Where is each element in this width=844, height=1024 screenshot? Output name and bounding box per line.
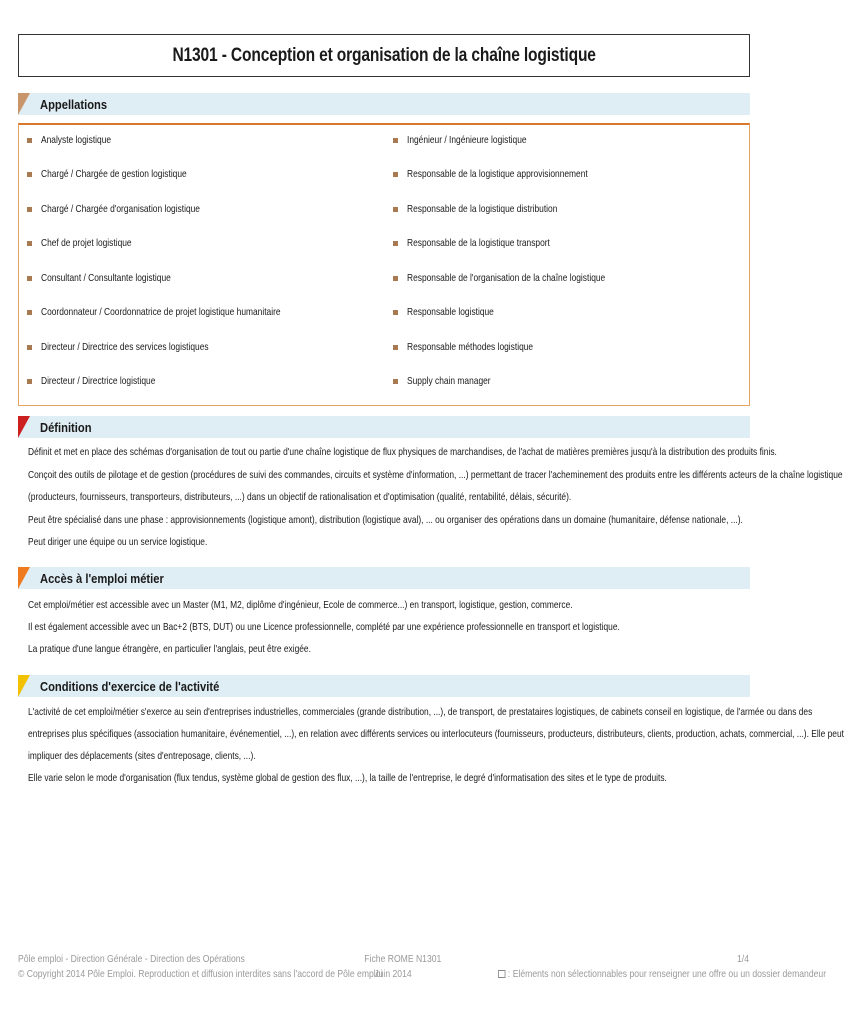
- list-item: Responsable méthodes logistique: [393, 340, 565, 354]
- bullet-icon: [393, 138, 398, 143]
- flag-icon: [18, 567, 30, 589]
- keyboard-icon: [498, 970, 505, 978]
- appellations-box: [18, 123, 750, 406]
- paragraph-line: Définit et met en place des schémas d'organisation de tout ou partie d'une chaîne logistique de flux physiques de marchandises, de l'achat de matières premières jusqu'à la distribution des produits finis.: [28, 446, 777, 458]
- section-header-conditions: [18, 675, 750, 697]
- page-title: N1301 - Conception et organisation de la chaîne logistique: [172, 44, 596, 66]
- footer-org: Pôle emploi - Direction Générale - Direction des Opérations: [18, 953, 245, 965]
- footer-copyright: © Copyright 2014 Pôle Emploi. Reproduction et diffusion interdites sans l'accord de Pôle emploi: [18, 968, 383, 980]
- paragraph-line: L'activité de cet emploi/métier s'exerce au sein d'entreprises industrielles, commerciales (grande distribution, ...), de transport, de prestataires logistiques, de cabinets conseil en logistique, de l'armée ou dans des: [28, 706, 813, 718]
- bullet-icon: [27, 379, 32, 384]
- section-title: Appellations: [40, 96, 108, 112]
- bullet-icon: [393, 310, 398, 315]
- list-item: Chargé / Chargée d'organisation logistique: [27, 202, 240, 216]
- list-item: Chargé / Chargée de gestion logistique: [27, 167, 223, 181]
- paragraph-line: impliquer des déplacements (sites d'entreposage, clients, ...).: [28, 750, 256, 762]
- bullet-icon: [393, 345, 398, 350]
- bullet-icon: [27, 345, 32, 350]
- footer-note: : Eléments non sélectionnables pour renseigner une offre ou un dossier demandeur: [498, 967, 749, 982]
- bullet-icon: [393, 379, 398, 384]
- section-header-definition: [18, 416, 750, 438]
- paragraph-line: Il est également accessible avec un Bac+2 (BTS, DUT) ou une Licence professionnelle, complété par une expérience professionnelle en transport et logistique.: [28, 621, 620, 633]
- section-header-acces: [18, 567, 750, 589]
- footer-right: [443, 952, 827, 982]
- list-item: Responsable de l'organisation de la chaîne logistique: [393, 271, 655, 285]
- list-item: Supply chain manager: [393, 374, 511, 388]
- section-title: Accès à l'emploi métier: [40, 570, 164, 586]
- bullet-icon: [393, 207, 398, 212]
- bullet-icon: [27, 276, 32, 281]
- section-title: Définition: [40, 419, 92, 435]
- flag-icon: [18, 675, 30, 697]
- list-item: Directeur / Directrice logistique: [27, 374, 184, 388]
- bullet-icon: [27, 138, 32, 143]
- section-header-appellations: [18, 93, 750, 115]
- footer-middle: [358, 952, 442, 982]
- paragraph-line: (producteurs, fournisseurs, transporteurs, distributeurs, ...) dans un objectif de rationalisation et d'optimisation (qualité, rentabilité, délais, sécurité).: [28, 491, 572, 503]
- list-item: Directeur / Directrice des services logistiques: [27, 340, 251, 354]
- list-item: Coordonnateur / Coordonnatrice de projet logistique humanitaire: [27, 305, 340, 319]
- list-item: Analyste logistique: [27, 133, 129, 147]
- paragraph-line: Elle varie selon le mode d'organisation (flux tendus, système global de gestion des flux, ...), la taille de l'entreprise, le degré d'informatisation des sites et le type de produits.: [28, 772, 667, 784]
- list-item: Chef de projet logistique: [27, 236, 154, 250]
- list-item: Responsable de la logistique approvisionnement: [393, 167, 633, 181]
- bullet-icon: [393, 241, 398, 246]
- bullet-icon: [393, 276, 398, 281]
- bullet-icon: [27, 207, 32, 212]
- section-title: Conditions d'exercice de l'activité: [40, 678, 220, 694]
- list-item: Ingénieur / Ingénieure logistique: [393, 133, 556, 147]
- flag-icon: [18, 93, 30, 115]
- paragraph-line: La pratique d'une langue étrangère, en particulier l'anglais, peut être exigée.: [28, 643, 311, 655]
- paragraph-line: Peut être spécialisé dans une phase : approvisionnements (logistique amont), distribution (logistique aval), ... ou organiser des opérations dans un domaine (humanitaire, défense nationale, ...).: [28, 514, 743, 526]
- paragraph-line: Cet emploi/métier est accessible avec un Master (M1, M2, diplôme d'ingénieur, Ecole de commerce...) en transport, logistique, gestion, commerce.: [28, 599, 573, 611]
- list-item: Consultant / Consultante logistique: [27, 271, 203, 285]
- page-number: 1/4: [737, 953, 749, 965]
- bullet-icon: [27, 241, 32, 246]
- bullet-icon: [393, 172, 398, 177]
- bullet-icon: [27, 310, 32, 315]
- footer-date: Juin 2014: [374, 968, 412, 980]
- bullet-icon: [27, 172, 32, 177]
- list-item: Responsable de la logistique distribution: [393, 202, 595, 216]
- paragraph-line: Peut diriger une équipe ou un service logistique.: [28, 536, 208, 548]
- flag-icon: [18, 416, 30, 438]
- footer-fiche: Fiche ROME N1301: [364, 953, 442, 965]
- paragraph-line: entreprises plus spécifiques (association humanitaire, événementiel, ...), en relation avec différents services ou interlocuteurs (fournisseurs, producteurs, distributeurs, clients, production, achats, commercial, ...). Elle peut: [28, 728, 844, 740]
- list-item: Responsable logistique: [393, 305, 516, 319]
- paragraph-line: Conçoit des outils de pilotage et de gestion (procédures de suivi des commandes, circuits et système d'information, ...) permettant de tracer l'acheminement des produits entre les différents acteurs de la chaîne logistique: [28, 469, 843, 481]
- title-box: [18, 34, 750, 77]
- list-item: Responsable de la logistique transport: [393, 236, 586, 250]
